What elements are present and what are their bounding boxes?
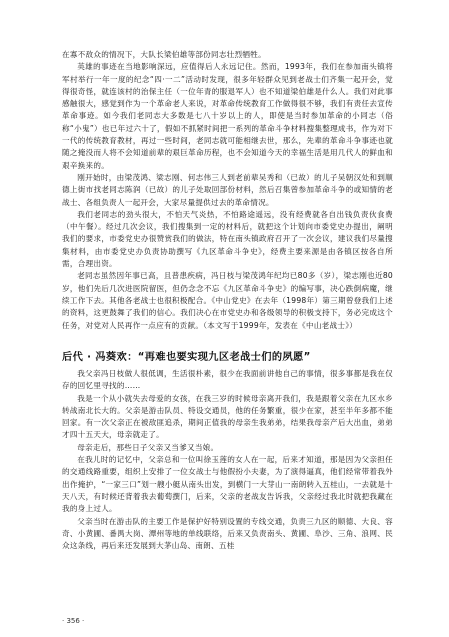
paragraph: 父亲当时在游击队的主要工作是保护好特别设置的专线交通，负责三九区的顺德、大良、容奇、小黄圃、番禺大岗、潭州等地的单线联络，后来又负责南头、黄圃、阜沙、三角、浪网、民众这条线，再后来还发展到大茅山岛、南朗、五桂 — [62, 516, 393, 551]
paragraph: 老同志虽然因年事已高，且普患疾病，冯日枝与梁茂鸿年纪均已80多（岁），梁志刚也近80岁，他们先后几次进医院留医，但仍念念不忘《九区革命斗争史》的编写事，决心跌倒病魔，继续工作下去。其他各老战士也很积极配合。《中山党史》在去年（1998年）第三期曾登我们上述的资料，这更鼓舞了我们的信心。我们决心在市党史办和各级领导的积极支持下，务必完成这个任务，对党对人民再作一点应有的贡献。（本文写于1999年，发表在《中山老战士》） — [62, 271, 393, 330]
paragraph: 刚开始时，由梁茂鸿、梁志刚、何志伟三人到老前辈吴秀和（已故）的儿子吴朝汉处和到顺德上街市找老同志陈润（已故）的儿子处取回部份材料，然后召集曾参加革命斗争的或知情的老战士、各组负责人一起开会，大家尽量提供过去的革命情况。 — [62, 172, 393, 207]
paragraph: 英雄的事迹在当地影响深远，应值得后人永远记住。然而，1993年，我们在参加南头镇将军村举行一年一度的纪念“四·一二”活动时发现，很多年轻群众见到老战士们齐集一起开会，觉得很奇怪，就连该村的治保主任（一位年青的服退军人）也不知道梁伯雄是什么人。我们对此事感触很大，感觉到作为一个革命老人来说，对革命传统教育工作做得很不够，我们有责任去宣传革命事迹。如今我们老同志大多数是七八十岁以上的人，即使是当时参加革命的小同志（俗称“小鬼”）也已年过六十了，假如不抓紧时间把一系列的革命斗争材料搜集整理成书，作为对下一代的传统教育教材，再过一些时间，老同志就可能相继去世，那么，先辈的革命斗争事迹也就随之掩没而人将不会知道前辈的艰巨革命历程，也不会知道今天的幸福生活是用几代人的鲜血和艰辛换来的。 — [62, 62, 393, 170]
paragraph: 我们老同志的劲头很大，不怕天气炎热，不怕路途遥远，没有经费就各自出钱负责伙食费（中午餐）。经过几次会议，我们搜集到一定的材料后，就把这个计划向市委党史办提出，阐明我们的要求，市委党史办很赞赏我们的做法，特在南头镇政府召开了一次会议，建议我们尽量搜集材料，由市委党史办负责协助撰写《九区革命斗争史》，经费主要来源是由各镇区按各自所需，合理出资。 — [62, 209, 393, 269]
paragraph: 母亲走后，那些日子父亲又当爹又当娘。 — [77, 442, 219, 452]
section-heading: 后代 · 冯葵欢：“再难也要实现九区老战士们的夙愿” — [62, 352, 311, 363]
page-number: · 356 · — [62, 617, 85, 625]
section1-body — [62, 49, 393, 332]
section2-body — [62, 368, 393, 552]
paragraph: 在寡不敌众的情况下，大队长梁伯雄等部份同志壮烈牺牲。 — [62, 50, 266, 59]
paragraph: 在我儿时的记忆中，父亲总和一位叫徐玉莲的女人在一起，后来才知道，那是因为父亲担任的交通线路重要，组织上安排了一位女战士与他假扮小夫妻，为了演得逼真，他们经常带着我外出作掩护，“一家三口”划一艘小艇从南头出发，到横门一大芽山一南朗转入五桂山，一去就是十天八天，有时候还背着我去葡萄撰门，后来，父亲的老战友告诉我，父亲经过我北时就把我藏在我的身上过人。 — [62, 455, 393, 514]
paragraph: 我是一个从小就失去母爱的女孩，在我三岁的时候母亲离开我们，我是跟着父亲在九区水乡转战南北长大的。父亲是游击队员、特设交通员，他的任务繁重，很少在家，甚至半年多都不能回家。有一次父亲正在被敌匪追杀，期间正值我的母亲生我弟弟，结果我母亲产后大出血，弟弟才四十五天大，母亲就走了。 — [62, 393, 393, 440]
paragraph: 我父亲冯日枝做人很低调，生活很朴素，很少在我面前讲他自己的事情，很多事都是我在仅存的回忆里寻找的…… — [62, 369, 393, 391]
